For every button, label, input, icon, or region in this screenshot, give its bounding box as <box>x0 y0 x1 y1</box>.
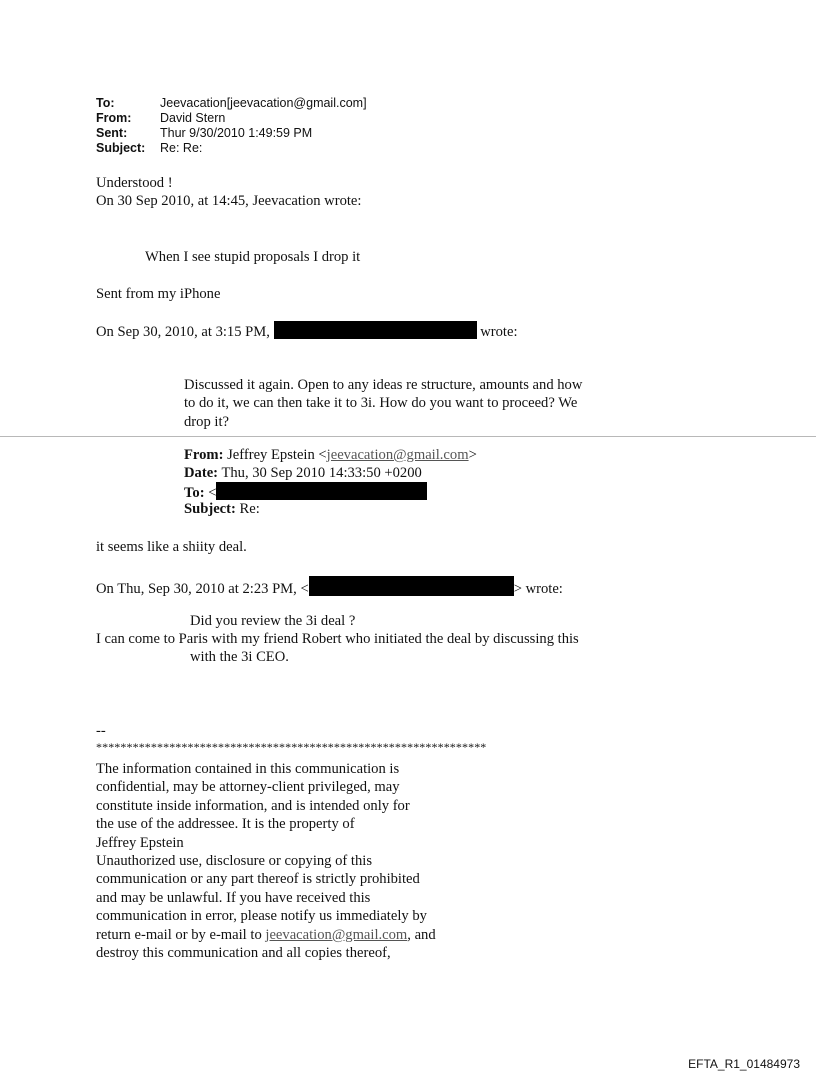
on-sep-prefix: On Sep 30, 2010, at 3:15 PM, <box>96 324 270 340</box>
discussed-line: drop it? <box>184 413 229 430</box>
inner-from-name: Jeffrey Epstein < <box>227 447 327 463</box>
quote-line-drop: When I see stupid proposals I drop it <box>145 249 361 265</box>
header-from-value: David Stern <box>160 111 226 125</box>
on-thu-prefix: On Thu, Sep 30, 2010 at 2:23 PM, < <box>96 581 309 597</box>
discussed-line: to do it, we can then take it to 3i. How do you want to proceed? We <box>184 395 578 412</box>
inner-date-value: Thu, 30 Sep 2010 14:33:50 +0200 <box>221 465 422 481</box>
header-from-row <box>96 111 367 126</box>
disclaimer-line: Unauthorized use, disclosure or copying of this <box>96 853 373 870</box>
disclaimer-line: The information contained in this communication is <box>96 761 400 777</box>
ceo-line: with the 3i CEO. <box>190 649 289 665</box>
inner-subject-label: Subject: <box>184 501 236 517</box>
inner-date-label: Date: <box>184 465 219 481</box>
discussed-paragraph <box>184 376 644 431</box>
inner-subject-row <box>184 500 260 518</box>
on-thu-suffix: > wrote: <box>513 581 563 597</box>
on-thu-attribution <box>96 576 563 598</box>
return-suffix: , and <box>407 926 436 943</box>
inner-from-row <box>184 446 477 464</box>
email-header <box>96 96 367 156</box>
return-prefix: return e-mail or by e-mail to <box>96 926 266 943</box>
inner-to-row <box>184 482 427 502</box>
inner-to-label: To: <box>184 485 205 501</box>
disclaimer-line: communication or any part thereof is strictly prohibited <box>96 871 420 888</box>
header-to-label: To: <box>96 96 115 110</box>
inner-from-label: From: <box>184 447 224 463</box>
on-sep-attribution <box>96 321 518 341</box>
inner-to-prefix: < <box>208 485 217 501</box>
disclaimer-line: confidential, may be attorney-client privileged, may <box>96 779 400 796</box>
document-id: EFTA_R1_01484973 <box>688 1057 800 1071</box>
reply-line-2: On 30 Sep 2010, at 14:45, Jeevacation wrote: <box>96 193 362 209</box>
inner-date-row <box>184 464 422 482</box>
shitty-deal-line: it seems like a shiity deal. <box>96 539 247 555</box>
header-from-label: From: <box>96 111 132 125</box>
disclaimer-email-link[interactable]: jeevacation@gmail.com <box>265 926 408 943</box>
redaction-bar <box>216 482 427 500</box>
disclaimer <box>96 760 516 962</box>
signature-dashes: -- <box>96 723 106 739</box>
header-sent-row <box>96 126 367 141</box>
disclaimer-line: Jeffrey Epstein <box>96 834 184 851</box>
disclaimer-return-line <box>96 926 516 944</box>
disclaimer-line: and may be unlawful. If you have received this <box>96 889 371 906</box>
header-to-value: Jeevacation[jeevacation@gmail.com] <box>160 96 367 110</box>
inner-from-email-link[interactable]: jeevacation@gmail.com <box>326 447 469 463</box>
header-subject-row <box>96 141 367 156</box>
header-sent-label: Sent: <box>96 126 128 140</box>
discussed-line: Discussed it again. Open to any ideas re structure, amounts and how <box>184 377 583 393</box>
signature-stars: **************************************************************** <box>96 740 487 754</box>
review-line: Did you review the 3i deal ? <box>190 613 356 629</box>
header-subject-value: Re: Re: <box>160 141 203 155</box>
on-sep-suffix: wrote: <box>480 324 518 340</box>
redaction-bar <box>309 576 514 596</box>
disclaimer-line: communication in error, please notify us immediately by <box>96 908 427 925</box>
paris-line: I can come to Paris with my friend Robert who initiated the deal by discussing this <box>96 631 579 647</box>
header-subject-label: Subject: <box>96 141 146 155</box>
disclaimer-line: constitute inside information, and is intended only for <box>96 797 410 814</box>
page-divider <box>0 436 816 437</box>
inner-subject-value: Re: <box>239 501 260 517</box>
reply-line-1: Understood ! <box>96 175 173 191</box>
header-sent-value: Thur 9/30/2010 1:49:59 PM <box>160 126 313 140</box>
disclaimer-line: destroy this communication and all copies thereof, <box>96 945 391 962</box>
disclaimer-line: the use of the addressee. It is the property of <box>96 816 355 833</box>
sent-from-iphone: Sent from my iPhone <box>96 286 221 302</box>
redaction-bar <box>274 321 477 339</box>
header-to-row <box>96 96 367 111</box>
inner-from-close: > <box>468 447 477 463</box>
